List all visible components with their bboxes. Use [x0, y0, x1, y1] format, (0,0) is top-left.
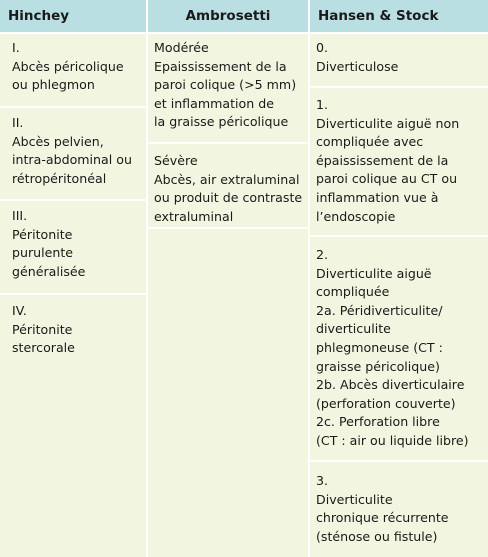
header-hansen-stock: Hansen & Stock: [310, 0, 488, 32]
row-divider: [310, 235, 488, 237]
hinchey-stage-2: II. Abcès pelvien, intra-abdominal ou rétropéritonéal: [12, 115, 132, 186]
hansen-stage-3: 3. Diverticulite chronique récurrente (sténose ou fistule): [316, 473, 449, 544]
hinchey-stage-3: III. Péritonite purulente généralisée: [12, 208, 86, 279]
ambrosetti-moderate: Modérée Epaississement de la paroi colique (>5 mm) et inflammation de la graisse péricolique: [154, 40, 297, 130]
hinchey-stage-4: IV. Péritonite stercorale: [12, 303, 75, 356]
row-divider: [0, 293, 146, 295]
hansen-stage-2: 2. Diverticulite aiguë compliquée 2a. Péridiverticulite/ diverticulite phlegmoneuse (CT : graisse péricolique) 2b. Abcès diverticulaire (perforation couverte) 2c. Perforation libre (CT : air ou liquide libre): [316, 247, 469, 448]
ambrosetti-severe: Sévère Abcès, air extraluminal ou produit de contraste extraluminal: [154, 153, 303, 224]
row-divider: [0, 106, 146, 108]
row-divider: [0, 199, 146, 201]
header-ambrosetti: Ambrosetti: [148, 0, 308, 32]
hansen-stage-1: 1. Diverticulite aiguë non compliquée avec épaississement de la paroi colique au CT ou inflammation vue à l’endoscopie: [316, 97, 460, 224]
row-divider: [148, 227, 308, 229]
row-divider: [310, 86, 488, 88]
hansen-stage-0: 0. Diverticulose: [316, 40, 399, 74]
header-divider: [0, 32, 488, 34]
row-divider: [148, 142, 308, 144]
row-divider: [310, 460, 488, 462]
header-hinchey: Hinchey: [0, 0, 146, 32]
hinchey-stage-1: I. Abcès péricolique ou phlegmon: [12, 40, 124, 93]
